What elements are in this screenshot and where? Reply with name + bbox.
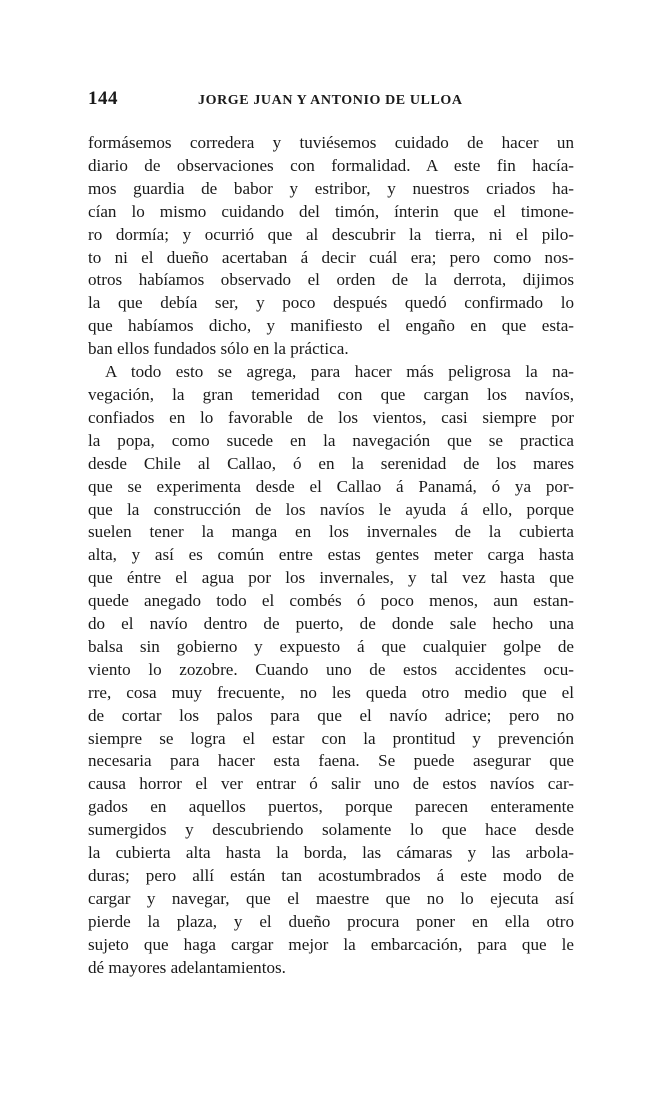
text-line: confiados en lo favorable de los vientos, casi siempre por [88,407,574,427]
page-number: 144 [88,88,118,109]
text-line: A todo esto se agrega, para hacer más peligrosa la na- [105,362,574,382]
book-page [88,88,574,980]
text-line: quede anegado todo el combés ó poco menos, aun estan- [88,591,574,611]
text-line: pierde la plaza, y el dueño procura poner en ella otro [88,911,574,931]
text-line: de cortar los palos para que el navío adrice; pero no [88,705,574,725]
text-line: cargar y navegar, que el maestre que no lo ejecuta así [88,888,574,908]
text-line: vegación, la gran temeridad con que cargan los navíos, [88,384,574,404]
paragraph-2 [88,361,574,979]
text-line: siempre se logra el estar con la prontitud y prevención [88,728,574,748]
text-line: que éntre el agua por los invernales, y tal vez hasta que [88,568,574,588]
running-head: JORGE JUAN Y ANTONIO DE ULLOA [198,93,463,108]
text-line: dé mayores adelantamientos. [88,957,286,977]
text-line: sujeto que haga cargar mejor la embarcación, para que le [88,934,574,954]
text-line: alta, y así es común entre estas gentes meter carga hasta [88,545,574,565]
text-line: sumergidos y descubriendo solamente lo que hace desde [88,820,574,840]
text-line: do el navío dentro de puerto, de donde sale hecho una [88,614,574,634]
text-line: otros habíamos observado el orden de la derrota, dijimos [88,270,574,290]
text-line: que la construcción de los navíos le ayuda á ello, porque [88,499,574,519]
paragraph-1 [88,132,574,361]
text-line: diario de observaciones con formalidad. A este fin hacía- [88,155,574,175]
text-line: causa horror el ver entrar ó salir uno de estos navíos car- [88,774,574,794]
body-text [88,132,574,980]
text-line: duras; pero allí están tan acostumbrados á este modo de [88,866,574,885]
text-line: cían lo mismo cuidando del timón, ínterin que el timone- [88,201,574,221]
text-line: la cubierta alta hasta la borda, las cámaras y las arbola- [88,843,574,863]
text-line: mos guardia de babor y estribor, y nuestros criados ha- [88,178,574,198]
text-line: la popa, como sucede en la navegación que se practica [88,430,574,450]
text-line: ro dormía; y ocurrió que al descubrir la tierra, ni el pilo- [88,224,574,244]
text-line: la que debía ser, y poco después quedó confirmado lo [88,293,574,313]
text-line: suelen tener la manga en los invernales de la cubierta [88,522,574,542]
text-line: ban ellos fundados sólo en la práctica. [88,339,349,359]
text-line: que se experimenta desde el Callao á Panamá, ó ya por- [88,476,574,496]
text-line: formásemos corredera y tuviésemos cuidado de hacer un [88,133,574,152]
text-line: gados en aquellos puertos, porque parecen enteramente [88,797,574,817]
text-line: necesaria para hacer esta faena. Se puede asegurar que [88,751,574,771]
text-line: que habíamos dicho, y manifiesto el engaño en que esta- [88,316,574,336]
text-line: to ni el dueño acertaban á decir cuál era; pero como nos- [88,247,574,267]
text-line: viento lo zozobre. Cuando uno de estos accidentes ocu- [88,659,574,679]
page-header [88,88,574,118]
text-line: balsa sin gobierno y expuesto á que cualquier golpe de [88,636,574,656]
text-line: desde Chile al Callao, ó en la serenidad de los mares [88,453,574,473]
text-line: rre, cosa muy frecuente, no les queda otro medio que el [88,682,574,702]
